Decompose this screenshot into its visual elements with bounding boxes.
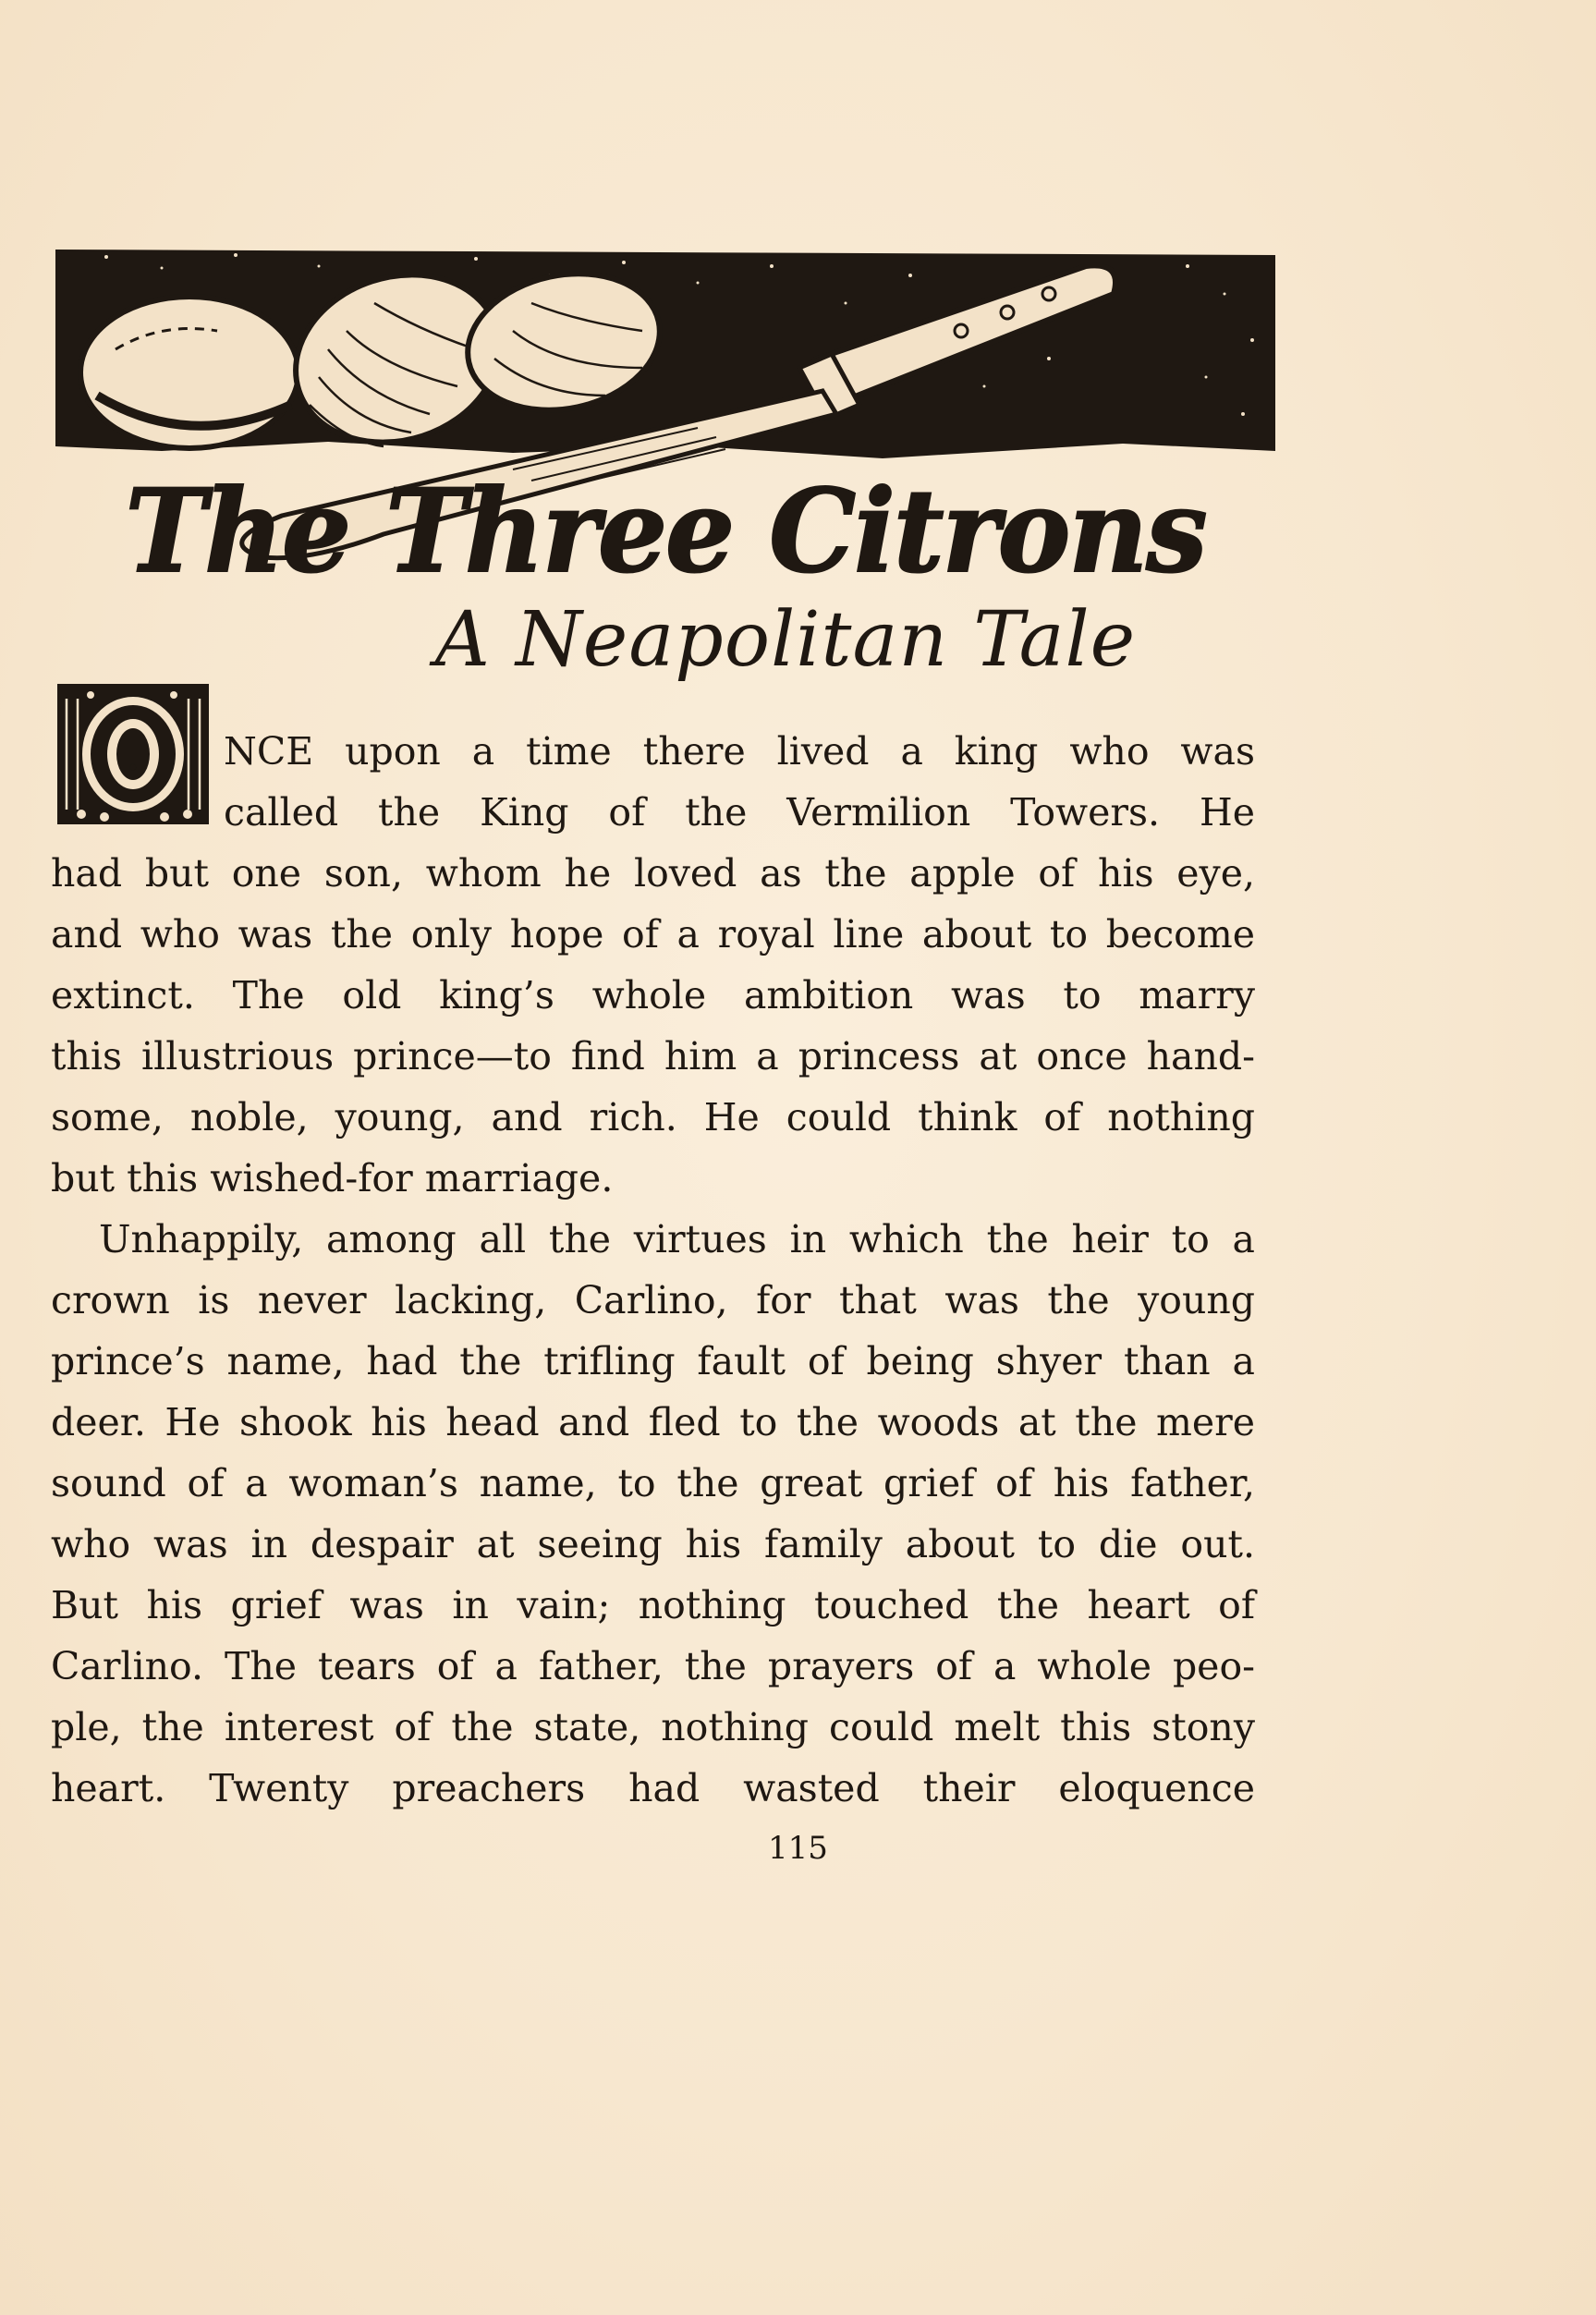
story-subtitle: A Neapolitan Tale xyxy=(434,596,1137,684)
text-line: crown is never lacking, Carlino, for that was the young xyxy=(51,1278,1255,1322)
text-line: this illustrious prince—to find him a princess at once hand- xyxy=(51,1034,1255,1078)
text-line: extinct. The old king’s whole ambition was to marry xyxy=(51,973,1255,1017)
text-line: ple, the interest of the state, nothing could melt this stony xyxy=(51,1705,1255,1749)
story-title: The Three Citrons xyxy=(125,463,1206,599)
text-line: deer. He shook his head and fled to the woods at the mere xyxy=(51,1400,1255,1444)
story-body xyxy=(51,721,1255,1819)
text-line: had but one son, whom he loved as the apple of his eye, xyxy=(51,851,1255,896)
text-line: NCE upon a time there lived a king who was xyxy=(224,729,1255,774)
text-line: and who was the only hope of a royal line about to become xyxy=(51,912,1255,956)
text-line: called the King of the Vermilion Towers. He xyxy=(224,790,1255,835)
text-line: sound of a woman’s name, to the great grief of his father, xyxy=(51,1461,1255,1505)
page-number: 115 xyxy=(768,1830,828,1867)
text-line: prince’s name, had the trifling fault of being shyer than a xyxy=(51,1339,1255,1383)
text-line: Carlino. The tears of a father, the prayers of a whole peo- xyxy=(51,1644,1255,1688)
text-line: But his grief was in vain; nothing touched the heart of xyxy=(51,1583,1255,1627)
text-line: heart. Twenty preachers had wasted their eloquence xyxy=(51,1766,1255,1810)
text-line: who was in despair at seeing his family about to die out. xyxy=(51,1522,1255,1566)
text-line: Unhappily, among all the virtues in which the heir to a xyxy=(99,1217,1255,1261)
svg-text:O: O xyxy=(128,763,138,774)
text-line: some, noble, young, and rich. He could think of nothing xyxy=(51,1095,1255,1139)
text-line: but this wished-for marriage. xyxy=(51,1156,614,1200)
